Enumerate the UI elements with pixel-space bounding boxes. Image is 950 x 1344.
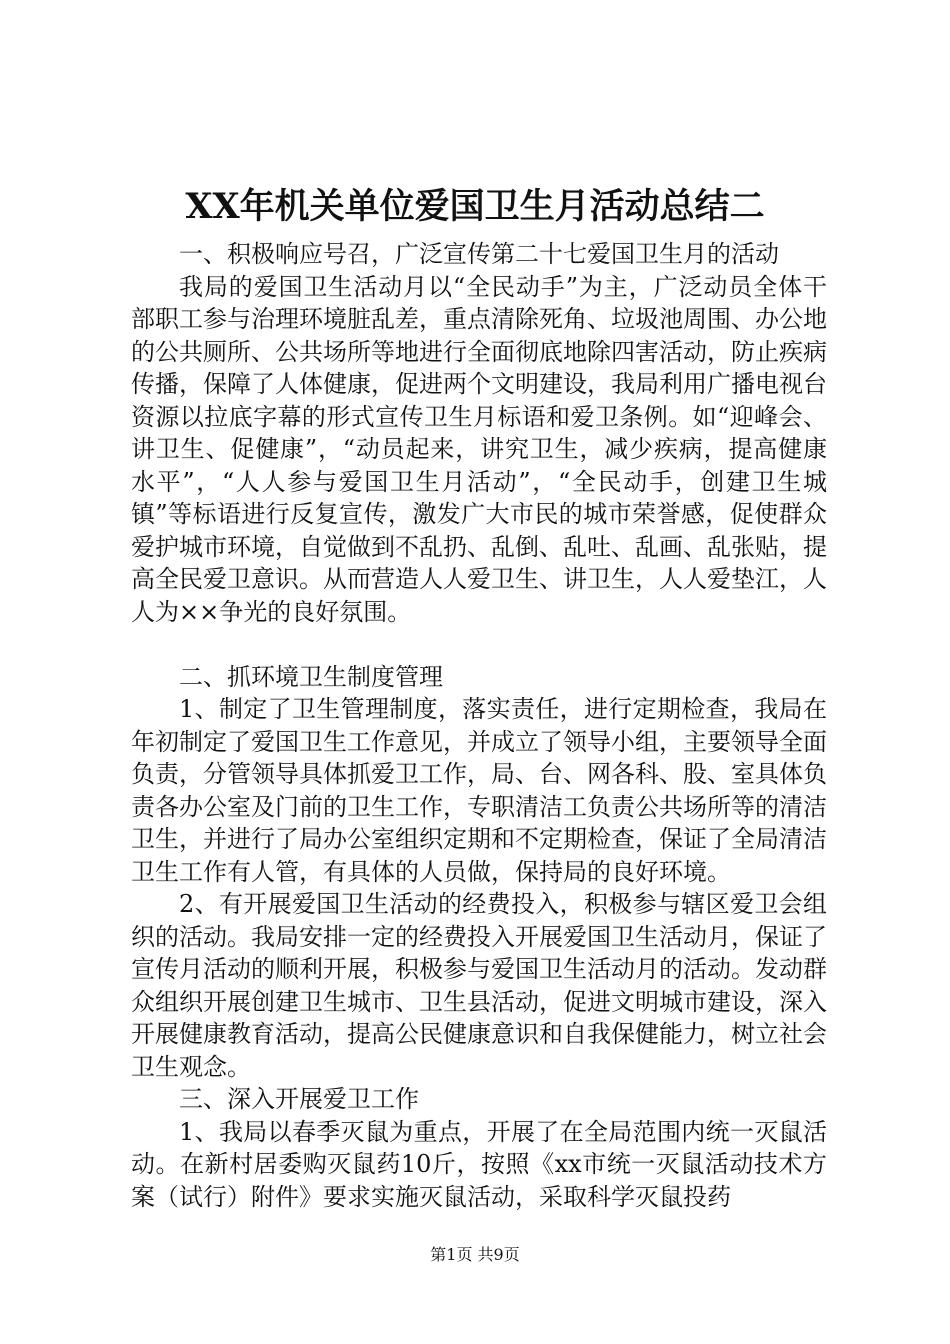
section-heading-2: 二、抓环境卫生制度管理 <box>179 662 443 691</box>
paragraph: 我局的爱国卫生活动月以“全民动手”为主，广泛动员全体干部职工参与治理环境脏乱差，重点清除死角、垃圾池周围、办公地的公共厕所、公共场所等地进行全面彻底地除四害活动，防止疾病传播，保障了人体健康，促进两个文明建设，我局利用广播电视台资源以拉底字幕的形式宣传卫生月标语和爱卫条例。如“迎峰会、讲卫生、促健康”，“动员起来，讲究卫生，减少疾病，提高健康水平”，“人人参与爱国卫生月活动”，“全民动手，创建卫生城镇”等标语进行反复宣传，激发广大市民的城市荣誉感，促使群众爱护城市环境，自觉做到不乱扔、乱倒、乱吐、乱画、乱张贴，提高全民爱卫意识。从而营造人人爱卫生、讲卫生，人人爱垫江，人人为××争光的良好氛围。 <box>131 272 827 626</box>
paragraph: 1、我局以春季灭鼠为重点，开展了在全局范围内统一灭鼠活动。在新村居委购灭鼠药10斤，按照《xx市统一灭鼠活动技术方案（试行）附件》要求实施灭鼠活动，采取科学灭鼠投药 <box>131 1117 827 1211</box>
paragraph: 2、有开展爱国卫生活动的经费投入，积极参与辖区爱卫会组织的活动。我局安排一定的经费投入开展爱国卫生活动月，保证了宣传月活动的顺利开展，积极参与爱国卫生活动月的活动。发动群众组织开展创建卫生城市、卫生县活动，促进文明城市建设，深入开展健康教育活动，提高公民健康意识和自我保健能力，树立社会卫生观念。 <box>131 890 827 1081</box>
paragraph: 1、制定了卫生管理制度，落实责任，进行定期检查，我局在年初制定了爱国卫生工作意见，并成立了领导小组，主要领导全面负责，分管领导具体抓爱卫工作，局、台、网各科、股、室具体负责各办公室及门前的卫生工作，专职清洁工负责公共场所等的清洁卫生，并进行了局办公室组织定期和不定期检查，保证了全局清洁卫生工作有人管，有具体的人员做，保持局的良好环境。 <box>131 695 827 886</box>
document-title: XX年机关单位爱国卫生月活动总结二 <box>185 186 765 227</box>
document-body <box>131 238 827 1213</box>
page-number: 第1页 共9页 <box>430 1245 520 1264</box>
section-heading-3: 三、深入开展爱卫工作 <box>179 1085 419 1113</box>
section-heading-1: 一、积极响应号召，广泛宣传第二十七爱国卫生月的活动 <box>179 240 779 268</box>
